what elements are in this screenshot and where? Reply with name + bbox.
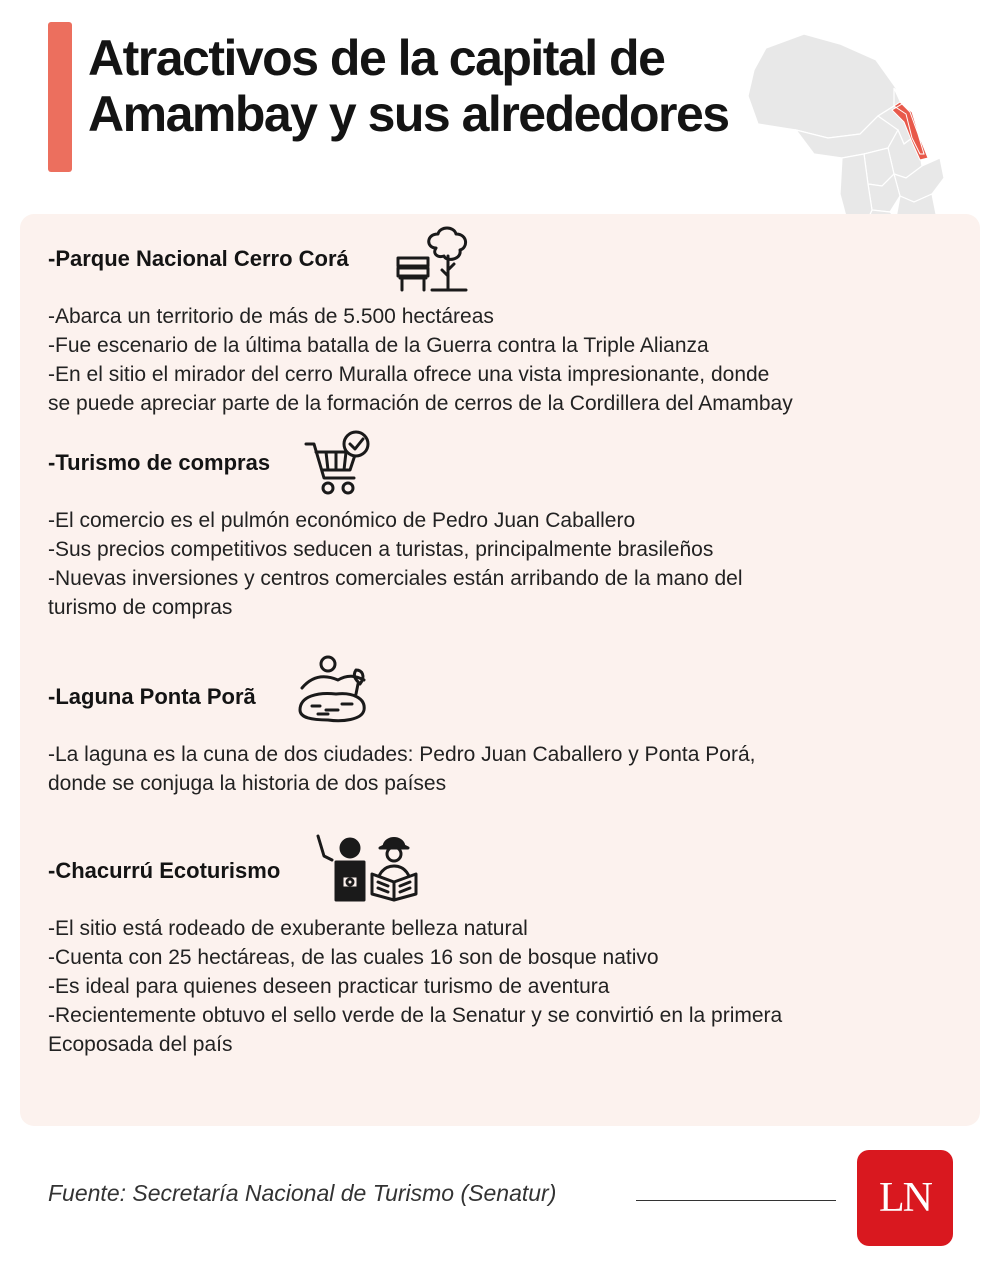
- footer-divider: [636, 1200, 836, 1201]
- section-title: -Parque Nacional Cerro Corá: [48, 246, 349, 271]
- title-accent-bar: [48, 22, 72, 172]
- list-item: -Sus precios competitivos seducen a turistas, principalmente brasileños: [48, 538, 714, 561]
- ln-logo: LN: [857, 1150, 953, 1246]
- list-item: -Es ideal para quienes deseen practicar turismo de aventura: [48, 975, 610, 998]
- list-item: -Abarca un territorio de más de 5.500 hectáreas: [48, 305, 494, 328]
- section-title: -Turismo de compras: [48, 450, 271, 475]
- list-item: -Recientemente obtuvo el sello verde de la Senatur y se convirtió en la primera: [48, 1004, 783, 1027]
- section-lines: [48, 740, 755, 798]
- page-title: Atractivos de la capital de Amambay y sus alrededores: [88, 30, 729, 142]
- list-item: se puede apreciar parte de la formación de cerros de la Cordillera del Amambay: [48, 392, 793, 415]
- list-item: -Fue escenario de la última batalla de la Guerra contra la Triple Alianza: [48, 334, 709, 357]
- section-lines: [48, 302, 793, 418]
- list-item: -El comercio es el pulmón económico de Pedro Juan Caballero: [48, 509, 636, 532]
- list-item: -Nuevas inversiones y centros comerciales están arribando de la mano del: [48, 567, 743, 590]
- list-item: turismo de compras: [48, 596, 233, 619]
- source-credit: Fuente: Secretaría Nacional de Turismo (Senatur): [48, 1180, 557, 1206]
- tourists-icon: [314, 834, 430, 904]
- list-item: -Cuenta con 25 hectáreas, de las cuales 16 son de bosque nativo: [48, 946, 659, 969]
- section-lines: [48, 914, 782, 1059]
- list-item: Ecoposada del país: [48, 1033, 233, 1056]
- shopping-cart-check-icon: [304, 430, 376, 498]
- list-item: -El sitio está rodeado de exuberante belleza natural: [48, 917, 528, 940]
- section-lines: [48, 506, 743, 622]
- list-item: donde se conjuga la historia de dos países: [48, 772, 447, 795]
- park-bench-tree-icon: [396, 226, 470, 294]
- section-title: -Chacurrú Ecoturismo: [48, 858, 281, 883]
- list-item: -La laguna es la cuna de dos ciudades: Pedro Juan Caballero y Ponta Porá,: [48, 743, 756, 766]
- section-title: -Laguna Ponta Porã: [48, 684, 256, 709]
- lagoon-landscape-icon: [298, 654, 370, 724]
- list-item: -En el sitio el mirador del cerro Muralla ofrece una vista impresionante, donde: [48, 363, 770, 386]
